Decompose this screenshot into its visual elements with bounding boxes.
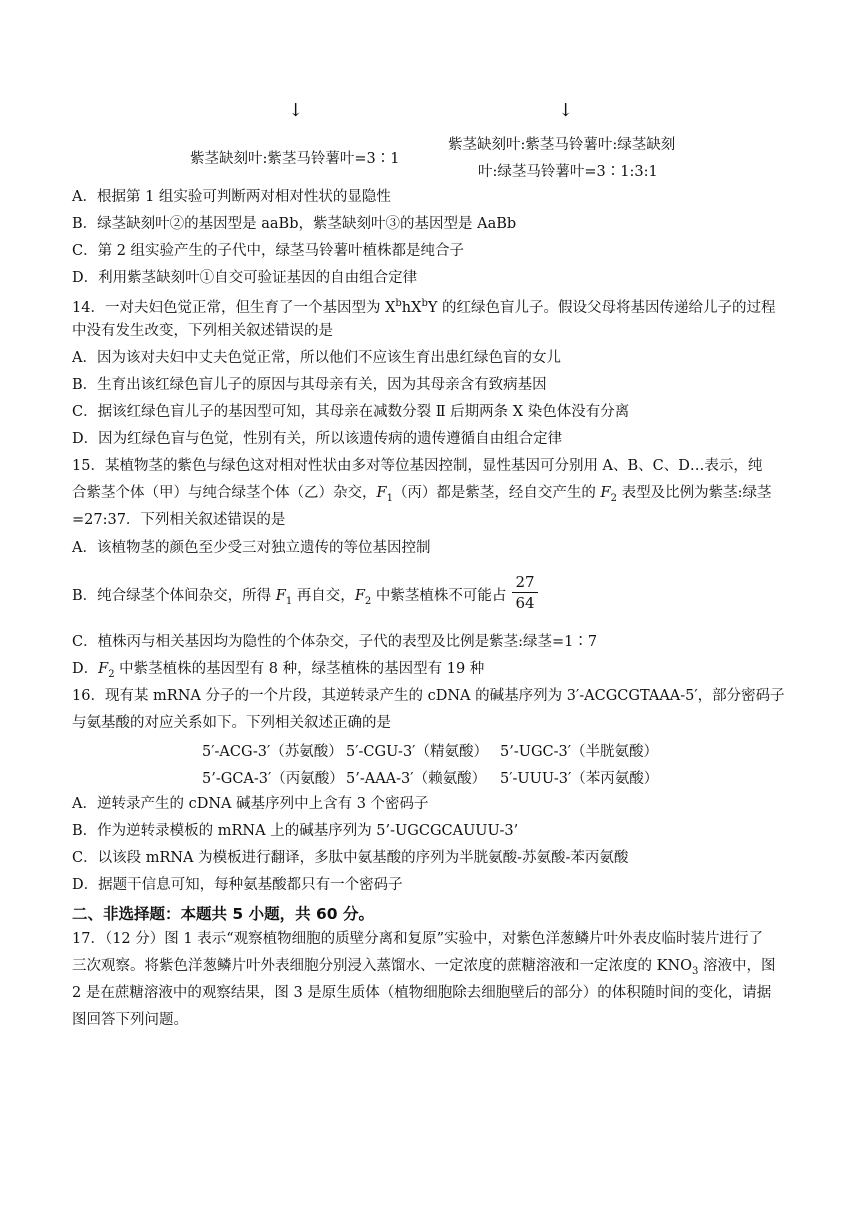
- q16-option-d: D．据题干信息可知，每种氨基酸都只有一个密码子: [72, 877, 403, 893]
- q16-option-a: A．逆转录产生的 cDNA 碱基序列中上含有 3 个密码子: [72, 796, 429, 812]
- q17-line4: 图回答下列问题。: [72, 1012, 188, 1028]
- q13-option-a: A．根据第 1 组实验可判断两对相对性状的显隐性: [72, 189, 391, 205]
- q15-stem-line3: =27:37．下列相关叙述错误的是: [72, 512, 286, 528]
- q13-option-c: C．第 2 组实验产生的子代中，绿茎马铃薯叶植株都是纯合子: [72, 243, 465, 259]
- q14-option-c: C．据该红绿色盲儿子的基因型可知，其母亲在减数分裂 Ⅱ 后期两条 X 染色体没有分离: [72, 404, 630, 420]
- q17-line3: 2 是在蔗糖溶液中的观察结果，图 3 是原生质体（植物细胞除去细胞壁后的部分）的体积随时间的变化，请据: [72, 985, 772, 1001]
- q15-option-b: B．纯合绿茎个体间杂交，所得 $F_1$ 再自交，$F_2$ 中紫茎植株不可能占: [72, 588, 507, 607]
- q16-option-c: C．以该段 mRNA 为模板进行翻译，多肽中氨基酸的序列为半胱氨酸-苏氨酸-苯丙氨酸: [72, 850, 629, 866]
- q14-stem-line2: 中没有发生改变，下列相关叙述错误的是: [72, 323, 333, 339]
- q17-line2: 三次观察。将紫色洋葱鳞片叶外表细胞分别浸入蒸馏水、一定浓度的蔗糖溶液和一定浓度的 $KNO_3$ 溶液中，图: [72, 958, 776, 977]
- q15-stem-line2: 合紫茎个体（甲）与纯合绿茎个体（乙）杂交，$F_1$（丙）都是紫茎，经自交产生的 $F_2$ 表型及比例为紫茎:绿茎: [72, 485, 772, 504]
- q15-option-d: D．$F_2$ 中紫茎植株的基因型有 8 种，绿茎植株的基因型有 19 种: [72, 661, 485, 680]
- q15-stem-line1: 15．某植物茎的紫色与绿色这对相对性状由多对等位基因控制，显性基因可分别用 A、B、C、D…表示，纯: [72, 458, 763, 474]
- codon-gca: 5’-GCA-3′（丙氨酸）: [202, 771, 344, 787]
- q13-option-b: B．绿茎缺刻叶②的基因型是 aaBb，紫茎缺刻叶③的基因型是 AaBb: [72, 216, 517, 232]
- codon-cgu: 5′-CGU-3′（精氨酸）: [346, 744, 488, 760]
- q15-option-c: C．植株丙与相关基因均为隐性的个体杂交，子代的表型及比例是紫茎:绿茎=1∶7: [72, 634, 598, 650]
- cross-result-2-line2: 叶:绿茎马铃薯叶=3∶1:3:1: [478, 164, 658, 180]
- fraction-27-64: $\frac{27}{64}$: [512, 572, 538, 613]
- codon-acg: 5′-ACG-3′（苏氨酸）: [202, 744, 343, 760]
- q16-stem-line1: 16．现有某 mRNA 分子的一个片段，其逆转录产生的 cDNA 的碱基序列为 3′-ACGCGTAAA-5′，部分密码子: [72, 688, 785, 704]
- arrow-down-1: ↓: [288, 100, 304, 121]
- codon-uuu: 5′-UUU-3′（苯丙氨酸）: [500, 771, 659, 787]
- cross-result-1: 紫茎缺刻叶:紫茎马铃薯叶=3∶1: [190, 151, 400, 167]
- codon-ugc: 5’-UGC-3′（半胱氨酸）: [500, 744, 659, 760]
- q13-option-d: D．利用紫茎缺刻叶①自交可验证基因的自由组合定律: [72, 270, 418, 286]
- q14-option-b: B．生育出该红绿色盲儿子的原因与其母亲有关，因为其母亲含有致病基因: [72, 377, 547, 393]
- section-heading: 二、非选择题：本题共 5 小题，共 60 分。: [72, 905, 374, 923]
- q14-stem-line1: 14．一对夫妇色觉正常，但生育了一个基因型为 $X^bhX^bY$ 的红绿色盲儿子。假设父母将基因传递给儿子的过程: [72, 298, 776, 316]
- q14-option-d: D．因为红绿色盲与色觉，性别有关，所以该遗传病的遗传遵循自由组合定律: [72, 431, 563, 447]
- q16-option-b: B．作为逆转录模板的 mRNA 上的碱基序列为 5’-UGCGCAUUU-3’: [72, 823, 519, 839]
- q17-line1: 17．（12 分）图 1 表示“观察植物细胞的质壁分离和复原”实验中，对紫色洋葱鳞片叶外表皮临时装片进行了: [72, 931, 764, 947]
- cross-result-2-line1: 紫茎缺刻叶:紫茎马铃薯叶:绿茎缺刻: [448, 137, 676, 153]
- q15-option-a: A．该植物茎的颜色至少受三对独立遗传的等位基因控制: [72, 540, 431, 556]
- codon-aaa: 5’-AAA-3′（赖氨酸）: [346, 771, 487, 787]
- q14-option-a: A．因为该对夫妇中丈夫色觉正常，所以他们不应该生育出患红绿色盲的女儿: [72, 350, 561, 366]
- arrow-down-2: ↓: [558, 100, 574, 121]
- q16-stem-line2: 与氨基酸的对应关系如下。下列相关叙述正确的是: [72, 715, 391, 731]
